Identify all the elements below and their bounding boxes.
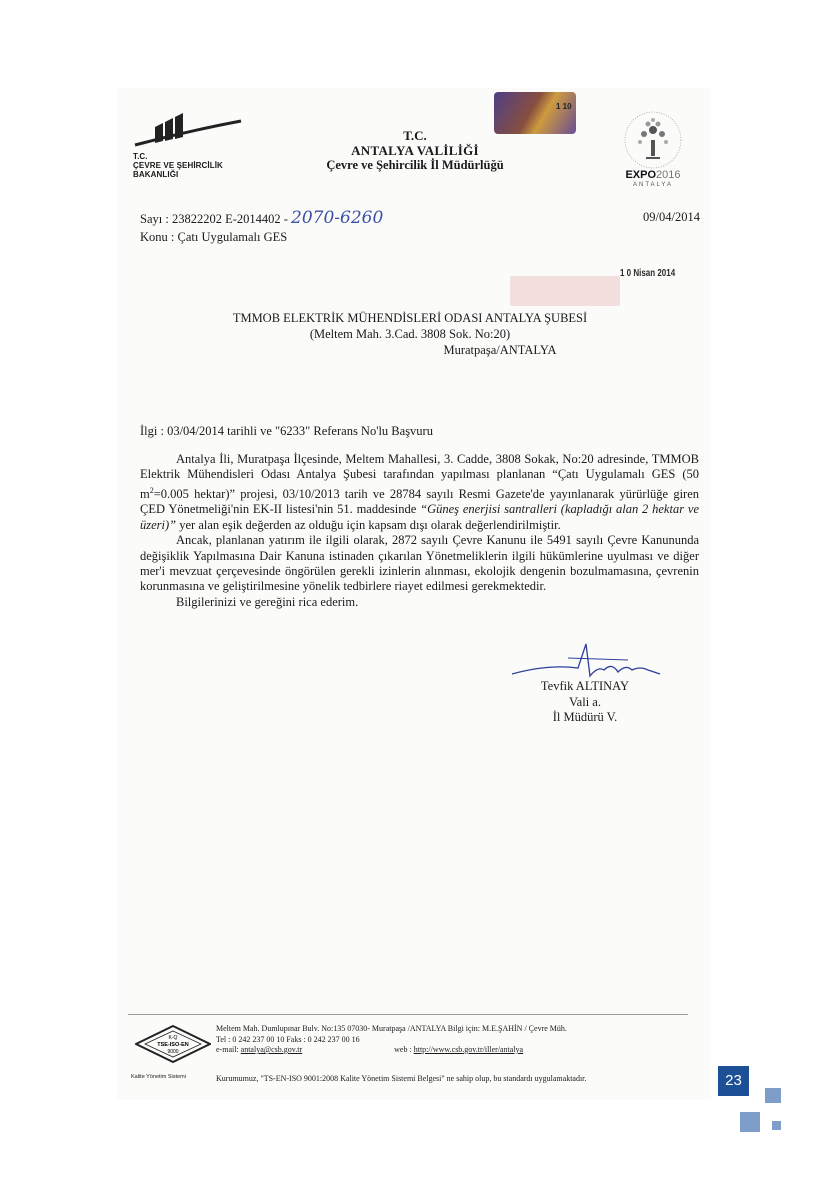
decor-square-3 <box>772 1121 781 1130</box>
signatory-title-1: Vali a. <box>569 694 601 709</box>
quality-logo-line-1: K-Q <box>168 1035 178 1041</box>
letterhead-title <box>300 128 530 173</box>
footer-address: Meltem Mah. Dumlupınar Bulv. No:135 07030- Muratpaşa /ANTALYA Bilgi için: M.E.ŞAHİN / Çevre Müh. <box>216 1024 567 1033</box>
sayi-handwritten: 2070-6260 <box>291 208 384 228</box>
body-paragraph-3: Bilgilerinizi ve gereğini rica ederim. <box>176 594 359 609</box>
registry-stamp <box>494 92 576 134</box>
konu-value: : Çatı Uygulamalı GES <box>170 230 288 244</box>
letter-body <box>140 452 699 610</box>
footer-divider <box>128 1014 688 1015</box>
ministry-line-1: T.C. <box>133 152 148 161</box>
footer-quality-note: Kurumumuz, "TS-EN-ISO 9001:2008 Kalite Yönetim Sistemi Belgesi" ne sahip olup, bu standardı uygulamaktadır. <box>216 1074 587 1083</box>
footer-phone: Tel : 0 242 237 00 10 Faks : 0 242 237 00 16 <box>216 1034 360 1044</box>
expo-tree-icon <box>618 110 688 174</box>
faded-stamp <box>510 276 620 306</box>
letterhead-line-1: T.C. <box>403 128 427 143</box>
ministry-line-3: BAKANLIĞI <box>133 170 179 179</box>
konu-label: Konu <box>140 230 168 244</box>
footer-web-link[interactable]: http://www.csb.gov.tr/iller/antalya <box>413 1045 524 1054</box>
reference-number <box>140 210 383 227</box>
expo-name: EXPO2016 <box>625 169 681 181</box>
body-paragraph-2: Ancak, planlanan yatırım ile ilgili olarak, 2872 sayılı Çevre Kanunu ile 5491 sayılı Çevre Kanununda değişiklik Yapılmasına Dair Kanuna istinaden çıkarılan Yönetmeliklerin ilgili hükümlerine uyulması ve diğer mer'i mevzuat çerçevesinde öngörülen gerekli izinlerin alınması, ekolojik dengenin bozulmamasına, çevrenin korunmasına ve geliştirilmesine yönelik tedbirlere riayet edilmesi gerekmektedir. <box>140 533 699 594</box>
recipient-line-1: TMMOB ELEKTRİK MÜHENDİSLERİ ODASI ANTALYA ŞUBESİ <box>232 311 588 325</box>
subject <box>140 229 287 245</box>
letterhead-line-3: Çevre ve Şehircilik İl Müdürlüğü <box>326 158 504 172</box>
recipient-line-3: Muratpaşa/ANTALYA <box>443 343 557 357</box>
quality-logo-line-2: TSE-ISO-EN <box>157 1042 189 1048</box>
quality-logo-line-3: 9000 <box>167 1049 179 1055</box>
decor-square-1 <box>765 1088 781 1103</box>
letter-date: 09/04/2014 <box>643 210 700 224</box>
registry-stamp-number: 1 10 <box>556 102 572 111</box>
page-number: 23 <box>718 1066 749 1096</box>
ministry-logo-icon <box>133 113 243 147</box>
expo-city: ANTALYA <box>632 182 673 188</box>
body-paragraph-1: Antalya İli, Muratpaşa İlçesinde, Meltem Mahallesi, 3. Cadde, 3808 Sokak, No:20 adresinde, TMMOB Elektrik Mühendisleri Odası Antalya Şubesi tarafından yapılması planlanan “Çatı Uygulamalı GES (50 $m^2=0.005$ hektar)” projesi, 03/10/2013 tarih ve 28784 sayılı Resmi Gazete'de yayınlanarak yürürlüğe giren ÇED Yönetmeliği'nin EK-II listesi'nin 51. maddesinde “Güneş enerjisi santralleri (kapladığı alan 2 hektar ve üzeri)” yer alan eşik değerden az olduğu için kapsam dışı olarak değerlendirilmiştir. <box>140 452 699 532</box>
recipient-block <box>160 310 660 358</box>
decor-square-2 <box>740 1112 760 1132</box>
footer-email-link[interactable]: antalya@csb.gov.tr <box>240 1045 303 1054</box>
signatory-title-2: İl Müdürü V. <box>552 710 618 724</box>
reference-line: İlgi : 03/04/2014 tarihli ve "6233" Referans No'lu Başvuru <box>140 424 433 438</box>
ministry-line-2: ÇEVRE VE ŞEHİRCİLİK <box>133 161 223 170</box>
footer-online: e-mail: antalya@csb.gov.tr web : http://www.csb.gov.tr/iller/antalya <box>216 1045 524 1054</box>
quality-diamond-icon <box>135 1025 211 1063</box>
quality-caption: Kalite Yönetim Sistemi <box>131 1074 186 1080</box>
recipient-line-2: (Meltem Mah. 3.Cad. 3808 Sok. No:20) <box>309 327 511 341</box>
expo-logo <box>608 110 698 189</box>
footer-contact <box>216 1024 567 1056</box>
sayi-value: : 23822202 E-2014402 - <box>165 212 288 226</box>
quality-logo <box>135 1025 211 1068</box>
signature-block <box>500 679 670 726</box>
sayi-label: Sayı <box>140 212 163 226</box>
signatory-name: Tevfik ALTINAY <box>540 679 630 693</box>
letterhead-line-2: ANTALYA VALİLİĞİ <box>351 143 479 158</box>
received-stamp: 1 0 Nisan 2014 <box>620 268 676 279</box>
ministry-logo <box>133 113 253 179</box>
